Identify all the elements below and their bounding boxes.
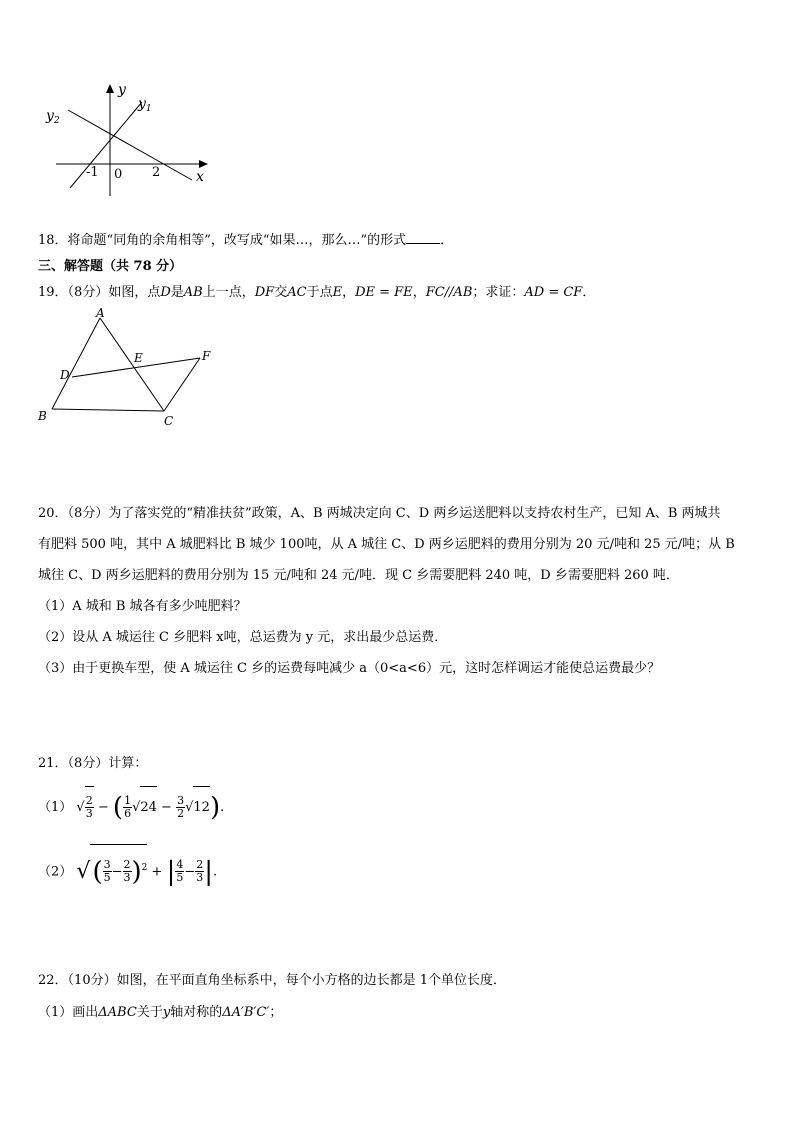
answer-blank[interactable] (406, 231, 440, 244)
q22-part1: （1）画出ΔABC关于y轴对称的ΔA′B′C′； (38, 1005, 283, 1020)
point-d-label: D (60, 368, 70, 382)
point-c-label: C (164, 414, 174, 428)
tick-0: 0 (114, 167, 123, 182)
q21-expression-1: （1） √ $\frac{2}{3}$ − ( $\frac{1}{6}$ √24 − $\frac{3}{2}$ √12). (38, 786, 224, 828)
linear-functions-graph (38, 80, 218, 200)
triangle-figure (34, 305, 224, 430)
question-18: 18．将命题“同角的余角相等”，改写成“如果…，那么…”的形式 ． (38, 233, 454, 248)
line-y1 (70, 102, 142, 188)
q20-part2: （2）设从 A 城运往 C 乡肥料 x吨，总运费为 y 元，求出最少总运费． (38, 630, 448, 645)
tick-neg1: -1 (86, 165, 99, 180)
question-19: 19．（8分）如图，点D是AB上一点，DF交AC于点E，DE = FE，FC//AB；求证：AD = CF． (38, 285, 596, 300)
tick-2: 2 (152, 165, 161, 180)
q22-title: 22．（10分）如图，在平面直角坐标系中，每个小方格的边长都是 1个单位长度． (38, 973, 506, 988)
q20-part3: （3）由于更换车型，使 A 城运往 C 乡的运费每吨减少 a（0<a<6）元，这时怎样调运才能使总运费最少？ (38, 661, 661, 676)
y1-label: $y_1$ (138, 96, 152, 114)
y-axis-arrow (106, 84, 114, 93)
section-title: 三、解答题（共 78 分） (38, 259, 183, 274)
y-axis-label: y (118, 82, 126, 98)
q21-title: 21．（8分）计算： (38, 756, 148, 771)
q20-line3: 城往 C、D 两乡运肥料的费用分别为 15 元/吨和 24 元/吨．现 C 乡需要肥料 240 吨，D 乡需要肥料 260 吨． (38, 568, 679, 583)
x-axis-arrow (199, 160, 208, 168)
point-e-label: E (134, 351, 143, 365)
q20-line1: 20．（8分）为了落实党的“精准扶贫”政策，A、B 两城决定向 C、D 两乡运送肥料以支持农村生产，已知 A、B 两城共 (38, 506, 721, 521)
point-f-label: F (202, 349, 211, 363)
point-b-label: B (38, 409, 47, 423)
q20-line2: 有肥料 500 吨，其中 A 城肥料比 B 城少 100吨，从 A 城往 C、D 两乡运肥料的费用分别为 20 元/吨和 25 元/吨；从 B (38, 537, 735, 552)
y2-label: $y_2$ (46, 108, 60, 126)
segment-bc (52, 409, 164, 411)
segment-fc (164, 358, 200, 411)
segment-ab (52, 318, 100, 409)
point-a-label: A (96, 306, 105, 320)
q21-expression-2: （2） √( $\frac{3}{5}$ − $\frac{2}{3}$ )$^2$ + | $\frac{4}{5}$ − $\frac{2}{3}$ |. (38, 844, 217, 894)
q18-text: 18．将命题“同角的余角相等”，改写成“如果…，那么…”的形式 (38, 233, 407, 248)
x-axis-label: x (196, 169, 204, 185)
q20-part1: （1）A 城和 B 城各有多少吨肥料？ (38, 599, 247, 614)
